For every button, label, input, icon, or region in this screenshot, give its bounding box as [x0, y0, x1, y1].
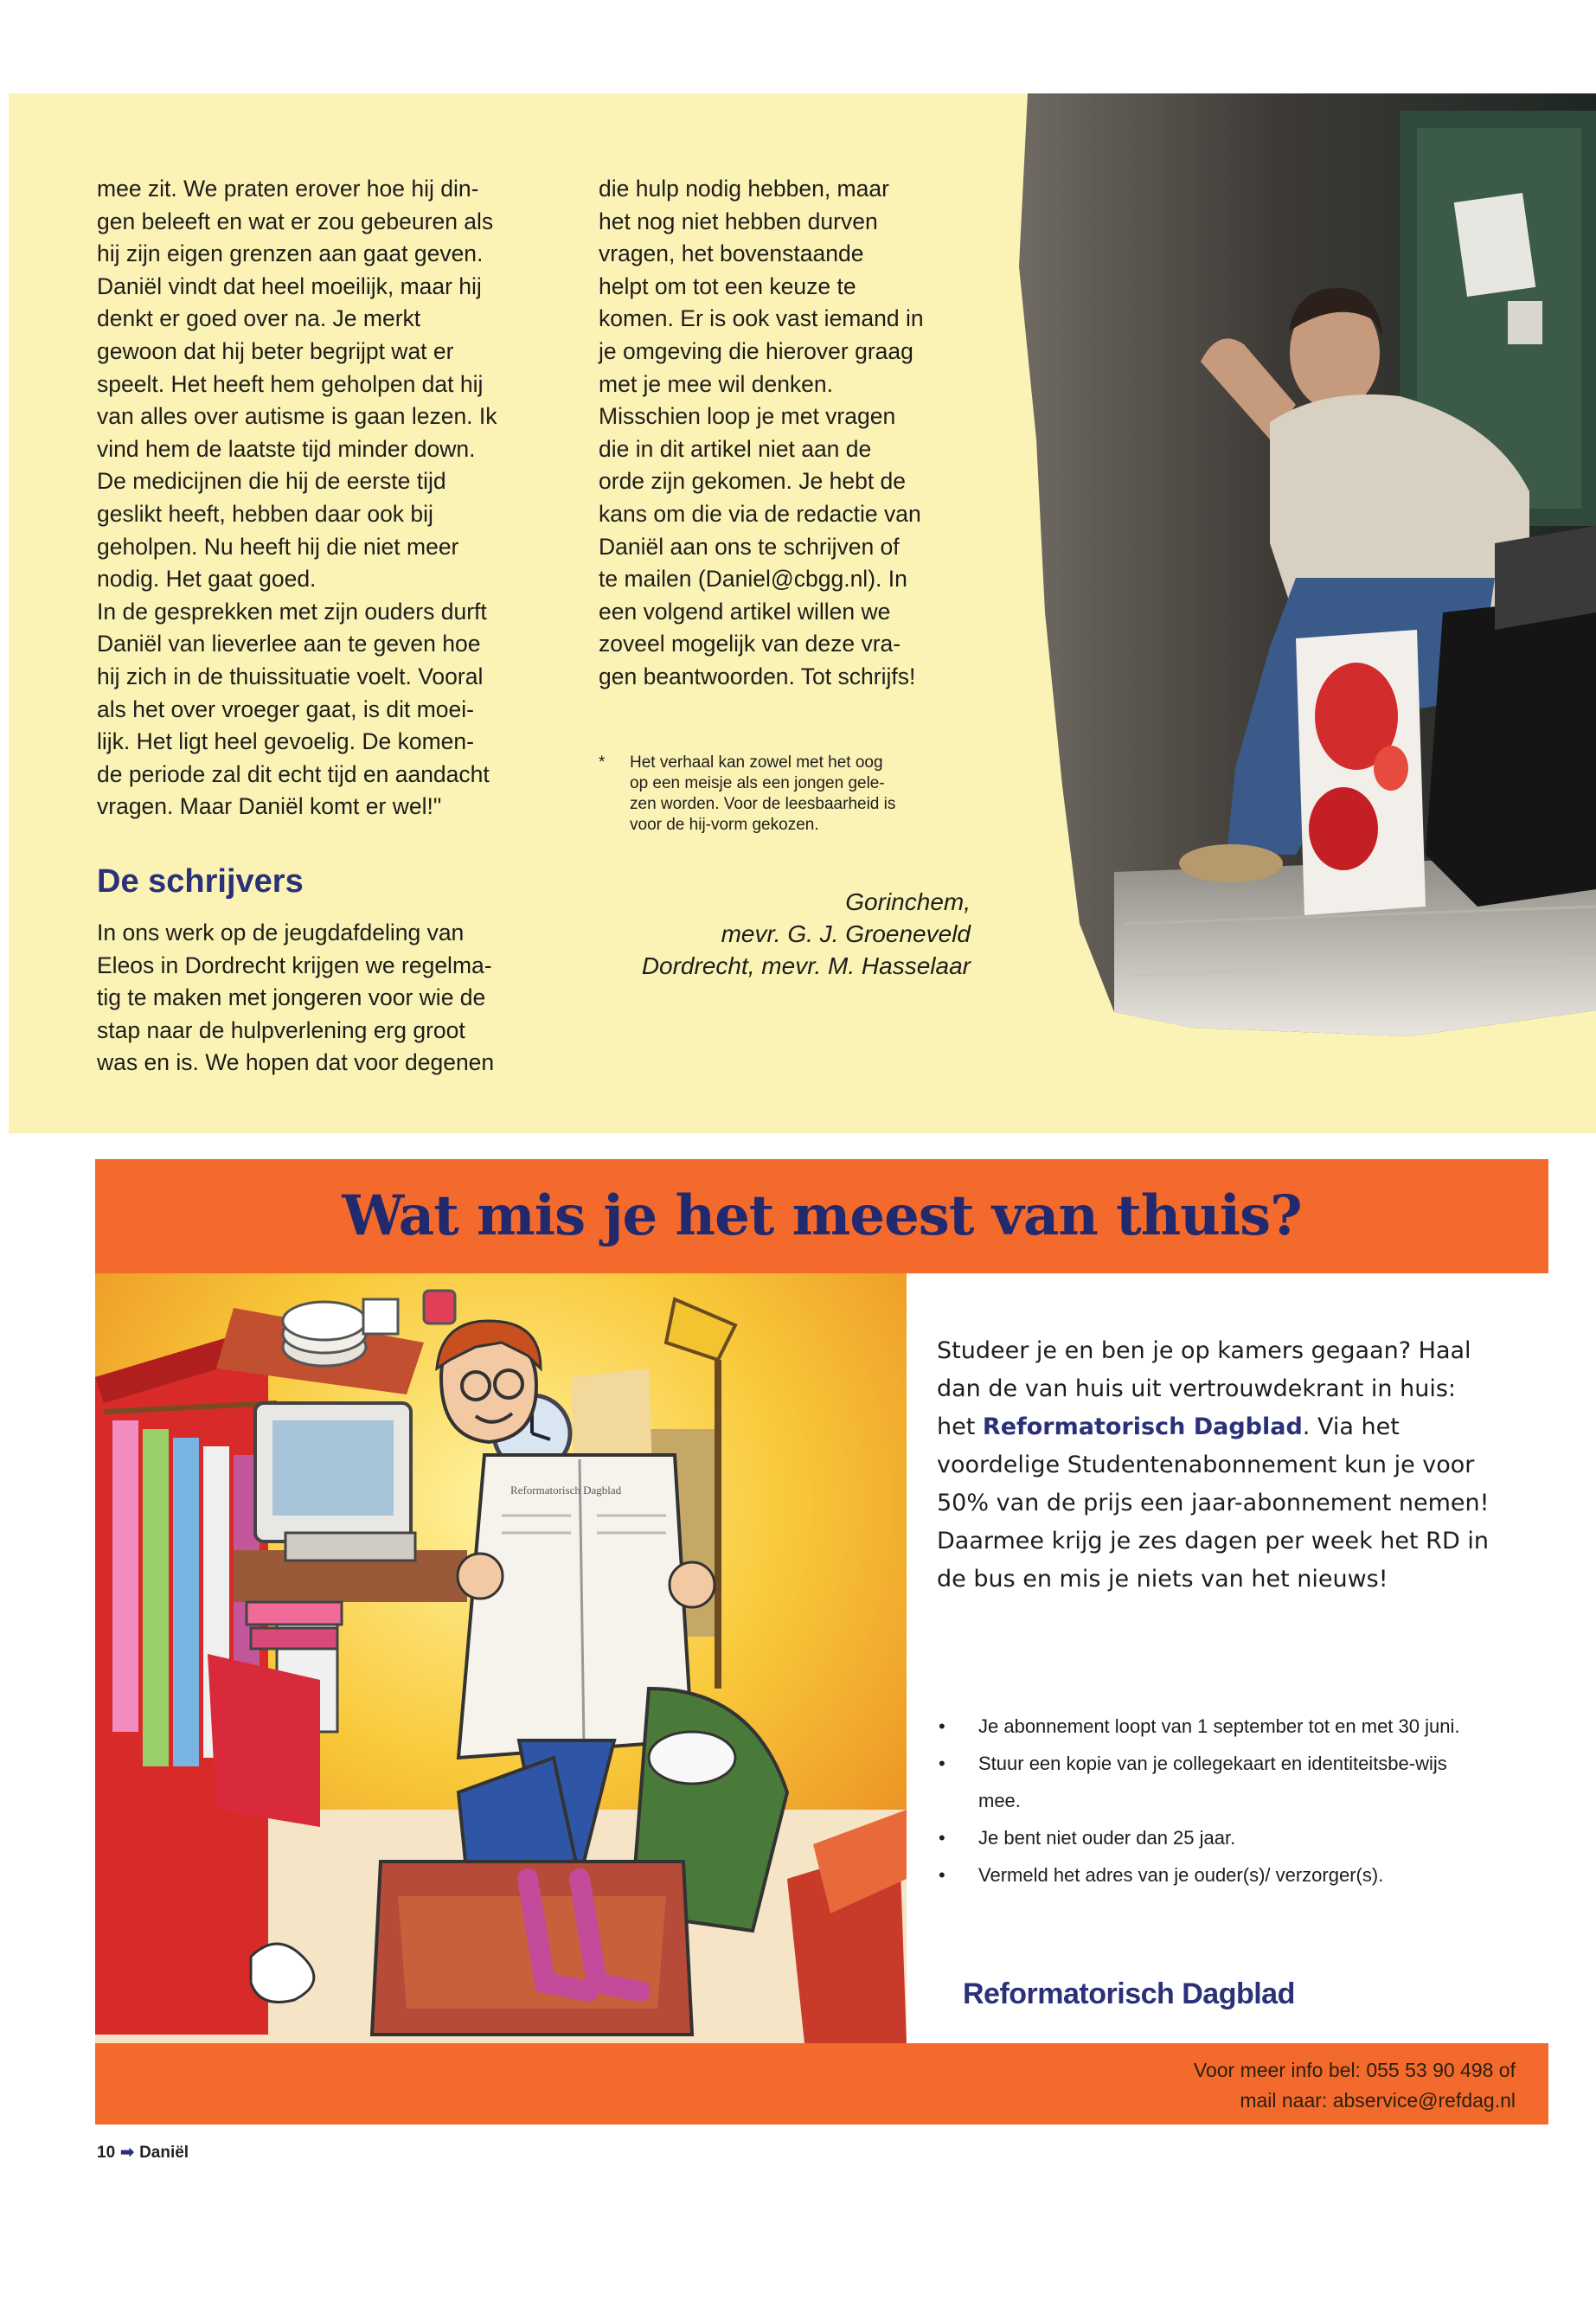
text-line: een volgend artikel willen we	[599, 598, 891, 625]
signature-line: Gorinchem,	[845, 888, 971, 915]
text-line: lijk. Het ligt heel gevoelig. De komen-	[97, 728, 474, 755]
text-line: helpt om tot een keuze te	[599, 272, 856, 299]
arrow-right-icon: ➡	[120, 2144, 135, 2162]
text-line: In de gesprekken met zijn ouders durft	[97, 598, 487, 625]
ad-conditions-list	[937, 1708, 1490, 1894]
text-line: Daniël van lieverlee aan te geven hoe	[97, 631, 481, 657]
ad-intro-brand: Reformatorisch Dagblad	[982, 1413, 1303, 1440]
text-line: was en is. We hopen dat voor degenen	[97, 1049, 495, 1076]
text-line: orde zijn gekomen. Je hebt de	[599, 468, 907, 495]
magazine-name: Daniël	[139, 2144, 189, 2162]
text-line: mee zit. We praten erover hoe hij din-	[97, 176, 479, 202]
text-line: vragen. Maar Daniël komt er wel!"	[97, 793, 442, 820]
text-line: tig te maken met jongeren voor wie de	[97, 984, 486, 1011]
text-line: hij zich in de thuissituatie voelt. Vooral	[97, 663, 484, 689]
list-item: • Vermeld het adres van je ouder(s)/ verzorger(s).	[937, 1856, 1490, 1894]
text-line: met je mee wil denken.	[599, 370, 834, 397]
article-column-left-bottom	[97, 917, 555, 1080]
footnote-marker: *	[599, 753, 606, 772]
text-line: die in dit artikel niet aan de	[599, 435, 872, 462]
author-signature	[599, 886, 971, 982]
text-line: je omgeving die hierover graag	[599, 337, 913, 364]
brand-name: Reformatorisch Dagblad	[963, 1977, 1295, 2010]
footnote-line: Het verhaal kan zowel met het oog	[630, 753, 883, 772]
article-column-left-top	[97, 173, 547, 824]
contact-email: mail naar: abservice@refdag.nl	[1240, 2089, 1516, 2112]
text-line: geholpen. Nu heeft hij die niet meer	[97, 533, 459, 560]
signature-line: mevr. G. J. Groeneveld	[721, 920, 971, 947]
signature-line: Dordrecht, mevr. M. Hasselaar	[641, 952, 971, 979]
ad-footer-bar	[95, 2043, 1548, 2125]
text-line: nodig. Het gaat goed.	[97, 566, 317, 593]
list-item: • Stuur een kopie van je collegekaart en identiteitsbe-wijs mee.	[937, 1745, 1490, 1819]
list-item: • Je bent niet ouder dan 25 jaar.	[937, 1819, 1490, 1856]
text-line: vind hem de laatste tijd minder down.	[97, 435, 476, 462]
text-line: die hulp nodig hebben, maar	[599, 176, 889, 202]
text-line: als het over vroeger gaat, is dit moei-	[97, 695, 474, 722]
text-line: geslikt heeft, hebben daar ook bij	[97, 500, 433, 527]
text-line: kans om die via de redactie van	[599, 500, 921, 527]
text-line: denkt er goed over na. Je merkt	[97, 305, 421, 332]
text-line: Daniël aan ons te schrijven of	[599, 533, 900, 560]
ad-intro-text-end: . Via het voordelige Studentenabonnement kun je voor 50% van de prijs een jaar-abonnement nemen! Daarmee krijg je zes dagen per week het RD in de bus en mis je niets van het nieuws!	[937, 1413, 1490, 1593]
text-line: hij zijn eigen grenzen aan gaat geven.	[97, 240, 484, 267]
ad-title: Wat mis je het meest van thuis?	[342, 1183, 1302, 1248]
contact-info	[1194, 2055, 1516, 2116]
article-column-middle	[599, 173, 971, 694]
newspaper-masthead: Reformatorisch Dagblad	[510, 1484, 622, 1497]
list-item: • Je abonnement loopt van 1 september tot en met 30 juni.	[937, 1708, 1490, 1745]
text-line: komen. Er is ook vast iemand in	[599, 305, 924, 332]
page-footer	[97, 2143, 189, 2163]
footnote-line: voor de hij-vorm gekozen.	[630, 816, 819, 834]
text-line: vragen, het bovenstaande	[599, 240, 864, 267]
text-line: Daniël vindt dat heel moeilijk, maar hij	[97, 272, 482, 299]
photo-young-man	[1010, 93, 1596, 1036]
ad-intro-paragraph	[937, 1332, 1490, 1599]
page-number: 10	[97, 2144, 116, 2162]
text-line: In ons werk op de jeugdafdeling van	[97, 920, 465, 945]
text-line: De medicijnen die hij de eerste tijd	[97, 468, 446, 495]
text-line: de periode zal dit echt tijd en aandacht	[97, 760, 490, 787]
text-line: stap naar de hulpverlening erg groot	[97, 1016, 465, 1043]
contact-phone: Voor meer info bel: 055 53 90 498 of	[1193, 2059, 1516, 2081]
footnote	[599, 753, 962, 836]
text-line: gen beantwoorden. Tot schrijfs!	[599, 663, 916, 689]
ad-intro-text: Studeer je en ben je op kamers gegaan? Haal dan de van huis uit vertrouwdekrant in huis: het	[937, 1337, 1471, 1440]
text-line: zoveel mogelijk van deze vra-	[599, 631, 901, 657]
footnote-line: zen worden. Voor de leesbaarheid is	[630, 795, 896, 813]
text-line: gen beleeft en wat er zou gebeuren als	[97, 208, 494, 234]
cartoon-student-room-illustration	[95, 1273, 907, 2043]
section-heading: De schrijvers	[97, 863, 304, 900]
text-line: van alles over autisme is gaan lezen. Ik	[97, 403, 497, 430]
text-line: te mailen (Daniel@cbgg.nl). In	[599, 566, 907, 593]
text-line: gewoon dat hij beter begrijpt wat er	[97, 337, 454, 364]
text-line: speelt. Het heeft hem geholpen dat hij	[97, 370, 484, 397]
footnote-line: op een meisje als een jongen gele-	[630, 774, 885, 792]
ad-title-banner	[95, 1159, 1548, 1273]
text-line: het nog niet hebben durven	[599, 208, 878, 234]
text-line: Eleos in Dordrecht krijgen we regelma-	[97, 952, 492, 978]
text-line: Misschien loop je met vragen	[599, 403, 896, 430]
